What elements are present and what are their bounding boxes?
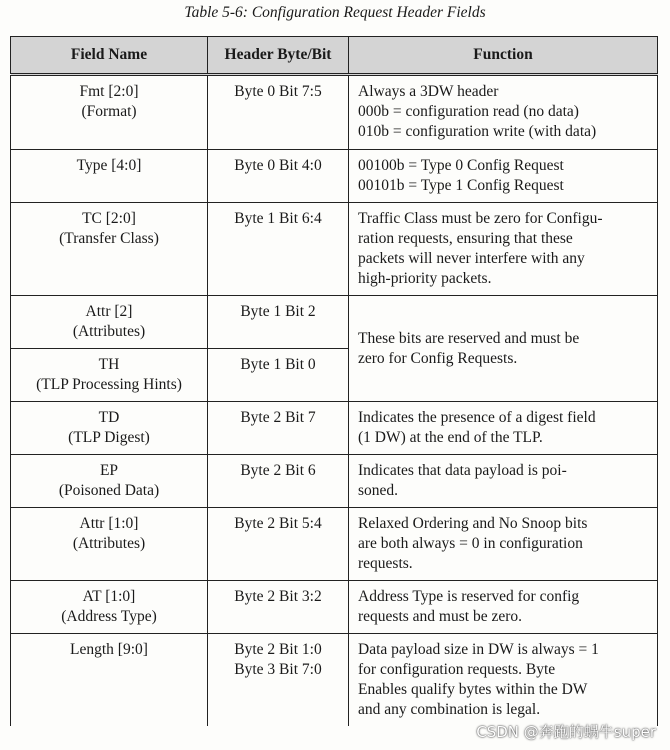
byte-bit: Byte 1 Bit 0	[240, 356, 316, 373]
function-text: 010b = configuration write (with data)	[358, 123, 597, 140]
function-text: requests and must be zero.	[358, 608, 522, 625]
function-text: for configuration requests. Byte	[358, 661, 556, 678]
function-text: are both always = 0 in configuration	[358, 535, 583, 552]
table-row	[11, 508, 658, 581]
byte-bit: Byte 2 Bit 1:0	[234, 641, 322, 658]
field-name-cell	[11, 455, 208, 508]
field-name-cell	[11, 150, 208, 203]
function-text: requests.	[358, 555, 413, 572]
byte-bit-cell	[208, 402, 349, 455]
field-name: TD	[98, 409, 120, 426]
function-text: (1 DW) at the end of the TLP.	[358, 429, 543, 446]
field-name: EP	[99, 462, 119, 479]
function-text: Relaxed Ordering and No Snoop bits	[358, 515, 588, 532]
function-cell	[349, 455, 658, 508]
function-text: high-priority packets.	[358, 270, 492, 287]
header-function: Function	[349, 37, 658, 75]
field-description: (TLP Processing Hints)	[36, 376, 182, 393]
field-name-cell	[11, 402, 208, 455]
field-name: TH	[98, 356, 120, 373]
field-name-cell	[11, 581, 208, 634]
byte-bit: Byte 3 Bit 7:0	[234, 661, 322, 678]
field-name: Length [9:0]	[70, 641, 148, 658]
function-text: Data payload size in DW is always = 1	[358, 641, 599, 658]
function-text: Indicates that data payload is poi-	[358, 462, 567, 479]
table-row	[11, 402, 658, 455]
byte-bit: Byte 2 Bit 3:2	[234, 588, 322, 605]
table-row	[11, 150, 658, 203]
function-text: Enables qualify bytes within the DW	[358, 681, 588, 698]
field-description: (TLP Digest)	[68, 429, 150, 446]
function-cell	[349, 402, 658, 455]
byte-bit: Byte 1 Bit 6:4	[234, 210, 322, 227]
header-field-name: Field Name	[11, 37, 208, 75]
field-name-cell	[11, 349, 208, 402]
field-name: TC [2:0]	[82, 210, 136, 227]
table-row	[11, 203, 658, 296]
table-row	[11, 455, 658, 508]
function-text: soned.	[358, 482, 399, 499]
field-description: (Address Type)	[61, 608, 157, 625]
byte-bit-cell	[208, 75, 349, 150]
byte-bit: Byte 2 Bit 5:4	[234, 515, 322, 532]
byte-bit: Byte 1 Bit 2	[240, 303, 316, 320]
function-cell	[349, 581, 658, 634]
watermark: CSDN @奔跑的蜗牛super	[476, 723, 656, 741]
function-cell	[349, 508, 658, 581]
function-text: These bits are reserved and must be	[358, 329, 580, 347]
table-row	[11, 581, 658, 634]
field-name-cell	[11, 75, 208, 150]
function-text: Traffic Class must be zero for Configu-	[358, 210, 603, 227]
table-row	[11, 296, 658, 349]
field-description: (Poisoned Data)	[58, 482, 160, 499]
byte-bit-cell	[208, 581, 349, 634]
byte-bit: Byte 2 Bit 7	[240, 409, 316, 426]
field-name: Type [4:0]	[76, 157, 142, 174]
field-description: (Attributes)	[72, 535, 146, 552]
field-name: Fmt [2:0]	[79, 83, 139, 100]
byte-bit: Byte 0 Bit 4:0	[234, 157, 322, 174]
function-text: Address Type is reserved for config	[358, 588, 580, 605]
field-name: Attr [1:0]	[79, 515, 139, 532]
function-text: packets will never interfere with any	[358, 250, 585, 267]
function-text: 00101b = Type 1 Config Request	[358, 177, 564, 194]
function-cell	[349, 150, 658, 203]
function-text: Always a 3DW header	[358, 83, 499, 100]
header-byte-bit: Header Byte/Bit	[208, 37, 349, 75]
function-cell	[349, 296, 658, 402]
table-row	[11, 75, 658, 150]
function-text: zero for Config Requests.	[358, 349, 518, 367]
function-cell	[349, 634, 658, 727]
field-description: (Attributes)	[72, 323, 146, 340]
field-name-cell	[11, 508, 208, 581]
function-text: 00100b = Type 0 Config Request	[358, 157, 564, 174]
field-name-cell	[11, 296, 208, 349]
field-description: (Format)	[81, 103, 137, 120]
byte-bit-cell	[208, 634, 349, 727]
function-cell	[349, 75, 658, 150]
function-cell	[349, 203, 658, 296]
byte-bit: Byte 0 Bit 7:5	[234, 83, 322, 100]
field-name-cell	[11, 634, 208, 727]
byte-bit-cell	[208, 296, 349, 349]
table-row	[11, 634, 658, 727]
field-name-cell	[11, 203, 208, 296]
function-text: 000b = configuration read (no data)	[358, 103, 579, 120]
function-text: and any combination is legal.	[358, 701, 541, 718]
table-header-row	[11, 37, 658, 75]
byte-bit-cell	[208, 150, 349, 203]
table-caption: Table 5-6: Configuration Request Header Fields	[184, 4, 486, 21]
byte-bit-cell	[208, 455, 349, 508]
field-name: AT [1:0]	[82, 588, 136, 605]
byte-bit-cell	[208, 349, 349, 402]
config-request-header-table	[10, 36, 658, 726]
function-text: Indicates the presence of a digest field	[358, 409, 596, 426]
byte-bit: Byte 2 Bit 6	[240, 462, 316, 479]
byte-bit-cell	[208, 203, 349, 296]
byte-bit-cell	[208, 508, 349, 581]
field-description: (Transfer Class)	[59, 230, 159, 247]
function-text: ration requests, ensuring that these	[358, 230, 573, 247]
field-name: Attr [2]	[85, 303, 133, 320]
